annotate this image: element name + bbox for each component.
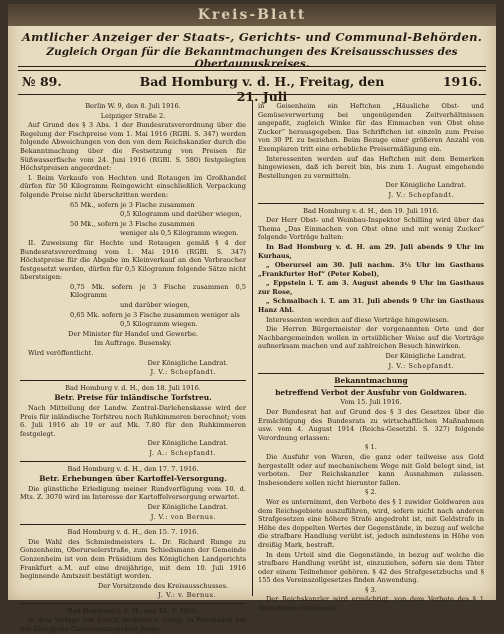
price-line: 0,5 Kilogramm wiegen. [120,320,198,329]
signatory-name: J. V.: v. Bernus. [158,591,216,600]
issue-year: 1916. [442,74,482,89]
signatory-title: Der Königliche Landrat. [385,181,466,190]
notice-dateline: Berlin W. 9, den 8. Juli 1916. [85,102,181,110]
signatory-name: J. V.: Schepfandt. [388,361,454,370]
price-line: 0,5 Kilogramm und darüber wiegen, [120,210,242,219]
notice-potato-supply [20,465,246,522]
header-rule-bottom [18,94,486,95]
notice-paragraph: Die günstliche Erledigung meiner Rundverfügung vom 10. d. Mts. Z. 3070 wird im Interesse der Kartoffelversorgung erwartet. [20,484,246,502]
lecture-entry: „ Eppstein i. T. am 3. August abends 9 Uhr im Gasthaus zur Rose, [258,279,484,296]
notice-heading: Betr. Preise für inländische Torfstreu. [54,393,212,403]
lecture-entry: „ Oberursel am 30. Juli nachm. 3½ Uhr im Gasthaus „Frankfurter Hof“ (Peter Kobel), [258,261,484,278]
signatory-name: J. V.: Schepfandt. [388,190,454,199]
notice-dateline: Bad Homburg v. d. H., den 17. 7. 1916. [67,464,199,473]
left-column [20,102,246,634]
price-line: weniger als 0,5 Kilogramm wiegen. [120,229,239,238]
issue-line [22,74,482,104]
signatory-name: Im Auftrage. Busensky. [94,339,172,348]
notice-paragraph: Interessenten werden auf diese Vorträge hingewiesen. [266,315,449,324]
notice-paragraph: Wird veröffentlicht. [28,349,94,358]
section-number: § 1. [365,443,377,452]
notice-paragraph: Der Bundesrat hat auf Grund des § 3 des Gesetzes über die Ermächtigung des Bundesrats zu wirtschaftlichen Maßnahmen usw. vom 4. August 1914 (Reichs-Gesetzbl. S. 327) folgende Verordnung erlassen: [258,408,484,442]
notice-separator [258,373,484,374]
issue-place-date: Bad Homburg v. d. H., Freitag, den 21. Juli [139,74,385,104]
signatory-title: Der Königliche Landrat. [385,352,466,361]
section-number: § 3. [365,585,377,594]
notice-heading: Betr. Erhebungen über Kartoffel-Versorgung. [39,474,227,484]
notice-separator [20,380,246,381]
notice-paragraph: In dem Urteil sind die Gegenstände, in bezug auf welche die strafbare Handlung verübt ist, einzuziehen, sofern sie dem Täter oder einem Teilnehmer gehören. § 42 des Strafgesetzbuchs und § 155 des Vereinszollgesetzes finden Anwendung. [258,550,484,585]
notice-dateline: Vom 15. Juli 1916. [340,398,402,407]
price-line: 50 Mk., sofern je 3 Fische zusammen [70,219,195,228]
notice-separator [20,461,246,462]
header-rule-top [18,66,486,67]
notice-paragraph: II. Zuweisung für Hechte und Rotaugen gemäß § 4 der Bundesratsverordnung vom 1. Mai 1916 (RGBl. S. 347) Höchstpreise für die Abgabe im Kleinverkauf an den Verbraucher festgesetzt werden, dürfen für 0,5 Kilogramm folgende Sätze nicht übersteigen: [20,238,246,282]
lecture-entry: „ Schmalbach i. T. am 31. Juli abends 9 Uhr im Gasthaus Hanz Ahl. [258,297,484,315]
header-rule-top-2 [18,70,486,71]
notice-separator [20,524,246,525]
notice-subheading: betreffend Verbot der Ausfuhr von Goldwaren. [275,387,467,397]
notice-dateline: Bad Homburg v. d. H., den 15. 7. 1916. [67,528,199,537]
notice-paragraph: Der Reichskanzler wird ermächtigt, von dem Verbote des § 1 Ausnahmen zuzulassen. [258,595,484,613]
notice-paragraph: Auf Grund des § 3 Abs. 1 der Bundesratsverordnung über die Regelung der Fischpreise vom 1. Mai 1916 (RGBl. S. 347) werden folgende Abweichungen von den von dem Reichskanzler durch die Bekanntmachung über die Festsetzung von Preisen für Süßwasserfische vom 24. Juni 1916 (RGBl. S. 580) festgelegten Höchstpreisen angeordnet: [20,121,246,173]
notice-title: Bekanntmachung [334,376,408,386]
notice-paragraph: Wer es unternimmt, den Verbote des § 1 zuwider Goldwaren aus dem Reichsgebiete auszuführen, wird, sofern nicht nach anderen Strafgesetzen eine höhere Strafe angedroht ist, mit Geldstrafe in Höhe des doppelten Wertes der Gegenstände, in bezug auf welche die strafbare Handlung verübt ist, jedoch mindestens in Höhe von dreißig Mark, bestraft. [258,497,484,549]
notice-fish-prices [20,102,246,377]
lecture-entry: In Bad Homburg v. d. H. am 29. Juli abends 9 Uhr im Kurhaus, [258,242,484,260]
notice-paragraph: Der Herr Obst- und Weinbau-Inspektor Schilling wird über das Thema „Das Einmachen von Obst ohne und mit wenig Zucker“ folgende Vorträge halten: [258,216,484,242]
notice-gold-export [258,377,484,612]
notice-booklet-cont [258,102,484,200]
masthead-banner [8,4,496,26]
notice-paragraph: Interessenten werden auf das Heftchen mit dem Bemerken hingewiesen, daß ich bereit bin, bis zum 1. August eingehende Bestellungen zu vermitteln. [258,154,484,180]
section-number: § 2. [365,488,377,497]
notice-paragraph: In dem Verlage von Rudolf Bechtold u. Comp. in Wiesbaden hat der Königliche Gartenbauinspektor Junge [20,616,246,634]
notice-peat-litter [20,384,246,458]
masthead-subtitle: Amtlicher Anzeiger der Staats-, Gerichts- und Communal-Behörden. [21,30,483,44]
notice-paragraph: Die Wahl des Schmiedmeisters L. Dr. Richard Runge zu Gonzenheim, Oberurselerstraße, zum Schiedsmann der Gemeinde Gonzenheim ist von dem Präsidium des Königlichen Landgerichts Frankfurt a.M. auf eine dreijährige, mit dem 10. Juli 1916 beginnende Amtszeit bestätigt worden. [20,537,246,581]
signatory-title: Der Minister für Handel und Gewerbe. [68,329,198,338]
notice-lectures [258,207,484,371]
notice-dateline: Bad Homburg v. d. H., den 15. 7. 1916. [67,606,199,615]
column-divider [252,100,253,596]
notice-paragraph: I. Beim Verkaufe von Hechten und Rotaugen im Großhandel dürfen für 50 Kilogramm Reingewicht einschließlich Verpackung folgende Preise nicht überschritten werden: [20,173,246,199]
notice-address: Leipziger Straße 2. [100,111,166,120]
notice-separator [20,603,246,604]
signatory-name: J. A.: Schepfandt. [149,448,216,457]
notice-arbitrator [20,528,246,600]
price-line: 0,65 Mk. sofern je 3 Fische zusammen weniger als [70,310,240,319]
signatory-title: Der Königliche Landrat. [147,502,228,511]
signatory-title: Der Königliche Landrat. [147,358,228,367]
masthead-fragment: Kreis-Blatt [197,7,307,23]
masthead-organ-line: Zugleich Organ für die Bekanntmachungen des Kreisausschusses des Obertaunuskreises. [46,46,458,70]
signatory-name: J. V.: Schepfandt. [150,368,216,377]
notice-paragraph: in Geisenheim ein Heftchen „Häusliche Obst- und Gemüseverwertung bei ungenügenden Zeitverhältnissen angepaßt, zugleich Winke für das Einmachen von Obst ohne Zucker“ herausgegeben. Das Schriftchen ist einzeln zum Preise von 30 Pf. zu beziehen. Beim Bezuge einer größeren Anzahl von Exemplaren tritt eine erhebliche Preisermäßigung ein. [258,102,484,153]
gazette-page [8,4,496,634]
notice-heading [258,377,484,387]
issue-number: № 89. [22,74,62,89]
notice-booklet-start [20,607,246,634]
price-line: 0,75 Mk. sofern je 3 Fische zusammen 0,5 Kilogramm [70,282,246,300]
right-column [258,102,484,613]
notice-separator [258,203,484,204]
price-line: 65 Mk., sofern je 3 Fische zusammen [70,200,195,209]
notice-dateline: Bad Homburg v. d. H., den 18. Juli 1916. [65,383,201,392]
notice-paragraph: Die Ausfuhr von Waren, die ganz oder teilweise aus Gold hergestellt oder auf mechanischem Wege mit Gold belegt sind, ist verboten. Der Reichskanzler kann Ausnahmen zulassen. Insbesondere sollen nicht hierunter fallen. [258,452,484,487]
notice-paragraph: Nach Mitteilung der Landw. Zentral-Darlehenskasse wird der Preis für inländische Torfstreu noch Ruhkimmeren berechnet; vom 6. Juli 1916 ab 19 er auf Mk. 7.80 für den Ruhkimmeren festgelegt. [20,404,246,438]
price-line: und darüber wiegen, [120,301,190,310]
signatory-title: Der Vorsitzende des Kreisausschusses. [97,581,228,590]
notice-dateline: Bad Homburg v. d. H., den 19. Juli 1916. [303,206,439,215]
notice-paragraph: Die Herren Bürgermeister der vorgenannten Orte und der Nachbargemeinden wollen in ortsüblicher Weise auf die Vorträge aufmerksam machen und auf zahlreichen Besuch hinwirken. [258,325,484,351]
signatory-name: J. V.: von Bernus. [150,512,216,521]
signatory-title: Der Königliche Landrat. [147,439,228,448]
